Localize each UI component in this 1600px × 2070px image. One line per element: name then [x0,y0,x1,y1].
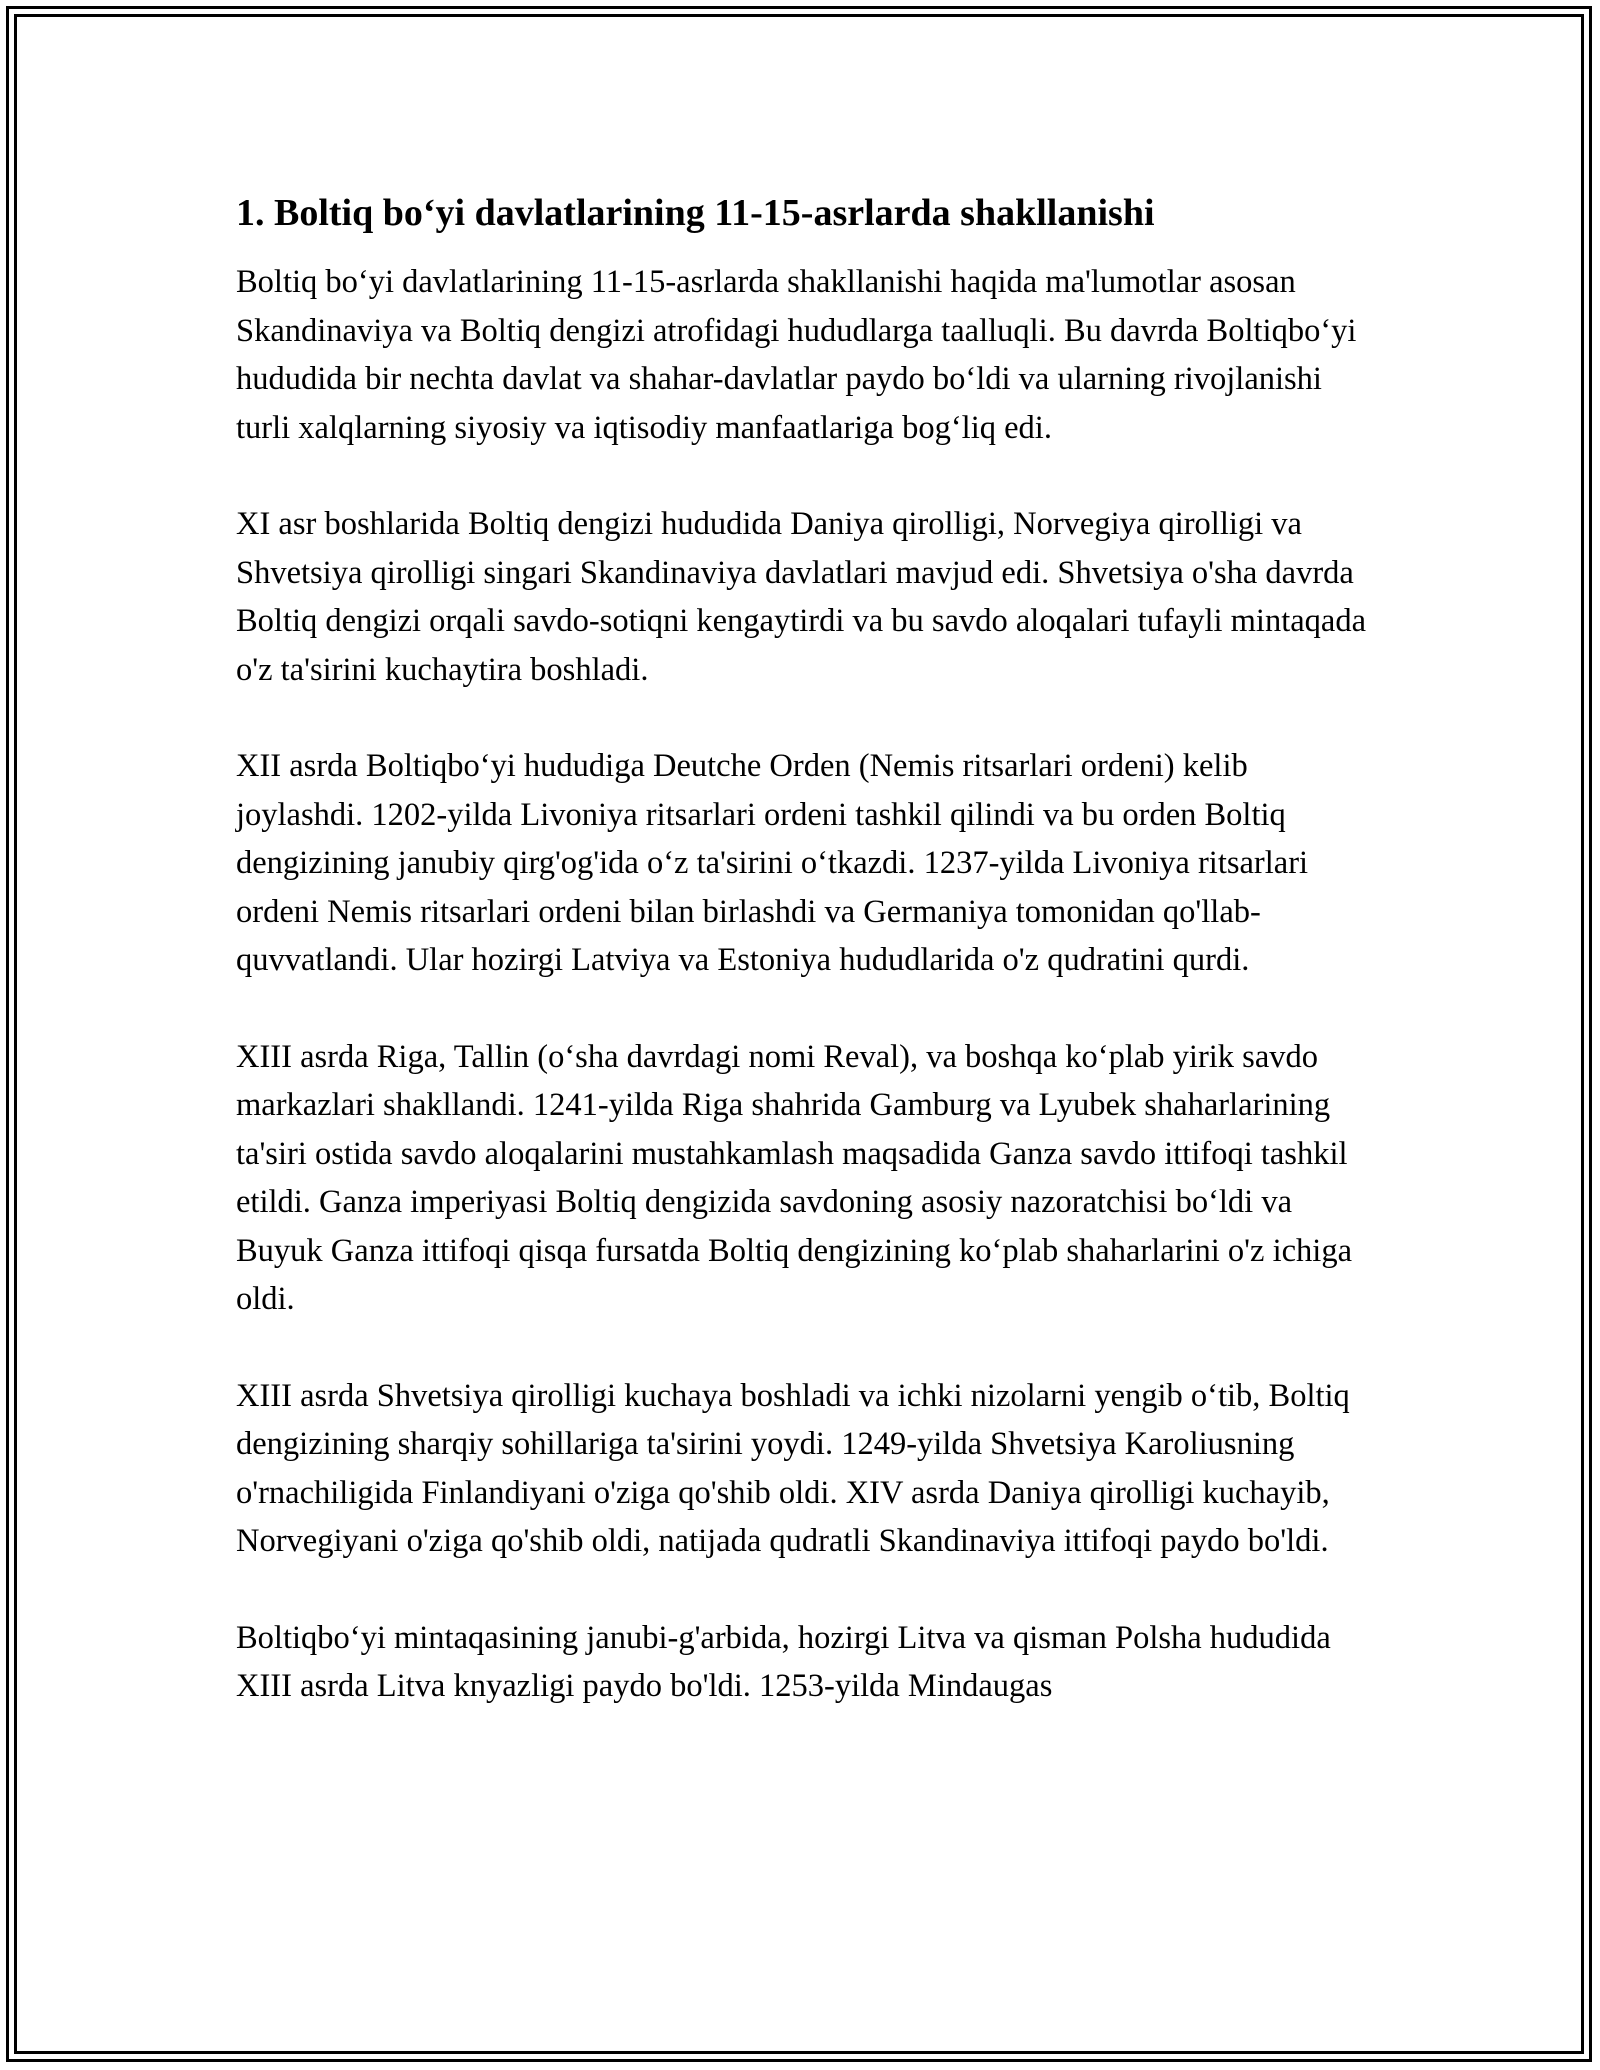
paragraph-xii-century: XII asrda Boltiqbo‘yi hududiga Deutche Orden (Nemis ritsarlari ordeni) kelib joylashdi. 1202-yilda Livoniya ritsarlari ordeni tashkil qilindi va bu orden Boltiq dengizining janubiy qirg'og'ida o‘z ta'sirini o‘tkazdi. 1237-yilda Livoniya ritsarlari ordeni Nemis ritsarlari ordeni bilan birlashdi va Germaniya tomonidan qo'llab-quvvatlandi. Ular hozirgi Latviya va Estoniya hududlarida o'z qudratini qurdi. [236,748,1309,978]
section-heading: 1. Boltiq bo‘yi davlatlarining 11-15-asrlarda shakllanishi [236,192,1155,234]
paragraph-xiii-century-sweden: XIII asrda Shvetsiya qirolligi kuchaya boshladi va ichki nizolarni yengib o‘tib, Boltiq dengizining sharqiy sohillariga ta'sirini yoydi. 1249-yilda Shvetsiya Karoliusning o'rnachiligida Finlandiyani o'ziga qo'shib oldi. XIV asrda Daniya qirolligi kuchayib, Norvegiyani o'ziga qo'shib oldi, natijada qudratli Skandinaviya ittifoqi paydo bo'ldi. [236,1377,1350,1559]
paragraph-lithuania: Boltiqbo‘yi mintaqasining janubi-g'arbida, hozirgi Litva va qisman Polsha hududida XIII asrda Litva knyazligi paydo bo'ldi. 1253-yilda Mindaugas [236,1619,1331,1704]
paragraph-xi-century: XI asr boshlarida Boltiq dengizi hududida Daniya qirolligi, Norvegiya qirolligi va Shvetsiya qirolligi singari Skandinaviya davlatlari mavjud edi. Shvetsiya o'sha davrda Boltiq dengizi orqali savdo-sotiqni kengaytirdi va bu savdo aloqalari tufayli mintaqada o'z ta'sirini kuchaytira boshladi. [236,506,1367,688]
document-body [236,188,1376,1759]
paragraph-xiii-century-trade: XIII asrda Riga, Tallin (o‘sha davrdagi nomi Reval), va boshqa ko‘plab yirik savdo markazlari shakllandi. 1241-yilda Riga shahrida Gamburg va Lyubek shaharlarining ta'siri ostida savdo aloqalarini mustahkamlash maqsadida Ganza savdo ittifoqi tashkil etildi. Ganza imperiyasi Boltiq dengizida savdoning asosiy nazoratchisi bo‘ldi va Buyuk Ganza ittifoqi qisqa fursatda Boltiq dengizining ko‘plab shaharlarini o'z ichiga oldi. [236,1038,1352,1317]
paragraph-intro: Boltiq bo‘yi davlatlarining 11-15-asrlarda shakllanishi haqida ma'lumotlar asosan Skandinaviya va Boltiq dengizi atrofidagi hududlarga taalluqli. Bu davrda Boltiqbo‘yi hududida bir nechta davlat va shahar-davlatlar paydo bo‘ldi va ularning rivojlanishi turli xalqlarning siyosiy va iqtisodiy manfaatlariga bog‘liq edi. [236,264,1357,446]
